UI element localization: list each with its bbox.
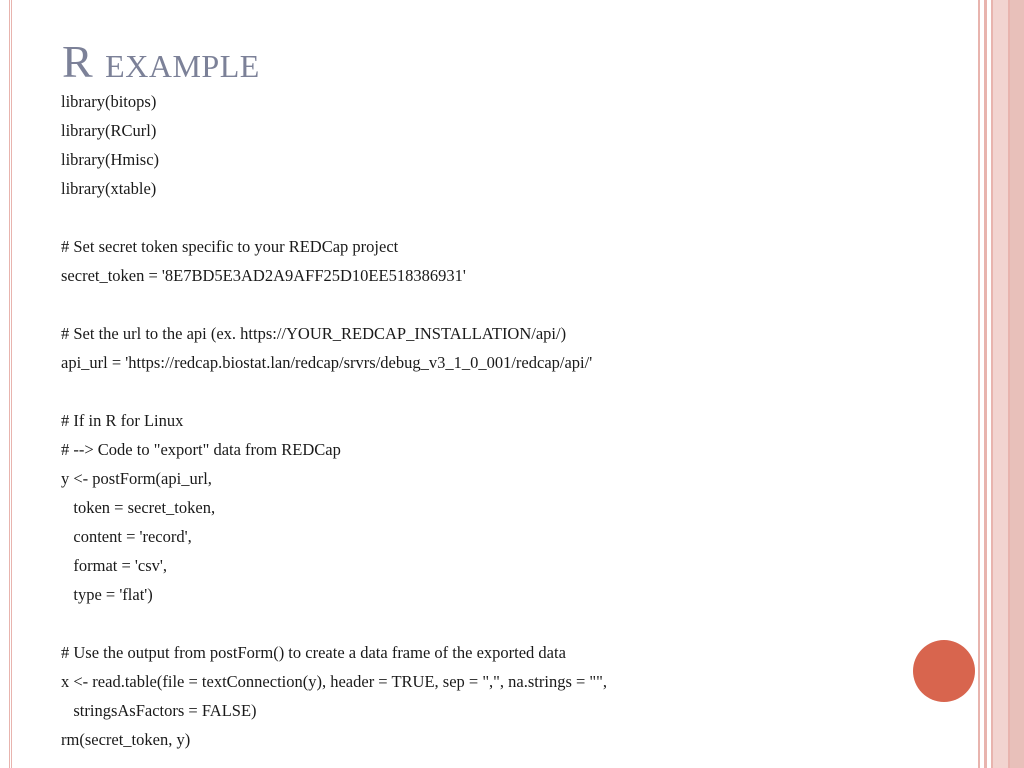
left-border-line: [9, 0, 10, 768]
stripe: [984, 0, 987, 768]
slide-title: R example: [62, 36, 260, 87]
code-line: content = 'record',: [61, 527, 192, 546]
stripe: [978, 0, 980, 768]
code-line: library(RCurl): [61, 121, 157, 140]
code-line: stringsAsFactors = FALSE): [61, 701, 257, 720]
accent-circle: [913, 640, 975, 702]
code-line: secret_token = '8E7BD5E3AD2A9AFF25D10EE518386931': [61, 266, 466, 285]
code-line: # If in R for Linux: [61, 411, 184, 430]
code-line: rm(secret_token, y): [61, 730, 191, 749]
code-line: [61, 377, 921, 406]
code-line: # Set secret token specific to your REDCap project: [61, 237, 399, 256]
code-line: library(Hmisc): [61, 150, 160, 169]
code-line: x <- read.table(file = textConnection(y), header = TRUE, sep = ",", na.strings = "",: [61, 672, 608, 691]
code-line: [61, 290, 921, 319]
stripe: [1010, 0, 1024, 768]
code-line: # --> Code to "export" data from REDCap: [61, 440, 341, 459]
code-line: token = secret_token,: [61, 498, 216, 517]
code-line: library(xtable): [61, 179, 157, 198]
stripe: [993, 0, 1008, 768]
code-line: # Use the output from postForm() to create a data frame of the exported data: [61, 643, 566, 662]
code-line: [61, 203, 921, 232]
code-line: # Set the url to the api (ex. https://YOUR_REDCAP_INSTALLATION/api/): [61, 324, 567, 343]
code-line: type = 'flat'): [61, 585, 153, 604]
code-line: format = 'csv',: [61, 556, 167, 575]
right-decorative-stripes: [978, 0, 1024, 768]
code-block: [61, 87, 921, 754]
code-line: library(bitops): [61, 92, 157, 111]
code-line: [61, 609, 921, 638]
code-line: api_url = 'https://redcap.biostat.lan/redcap/srvrs/debug_v3_1_0_001/redcap/api/': [61, 353, 593, 372]
code-line: y <- postForm(api_url,: [61, 469, 212, 488]
left-border-line: [11, 0, 12, 768]
